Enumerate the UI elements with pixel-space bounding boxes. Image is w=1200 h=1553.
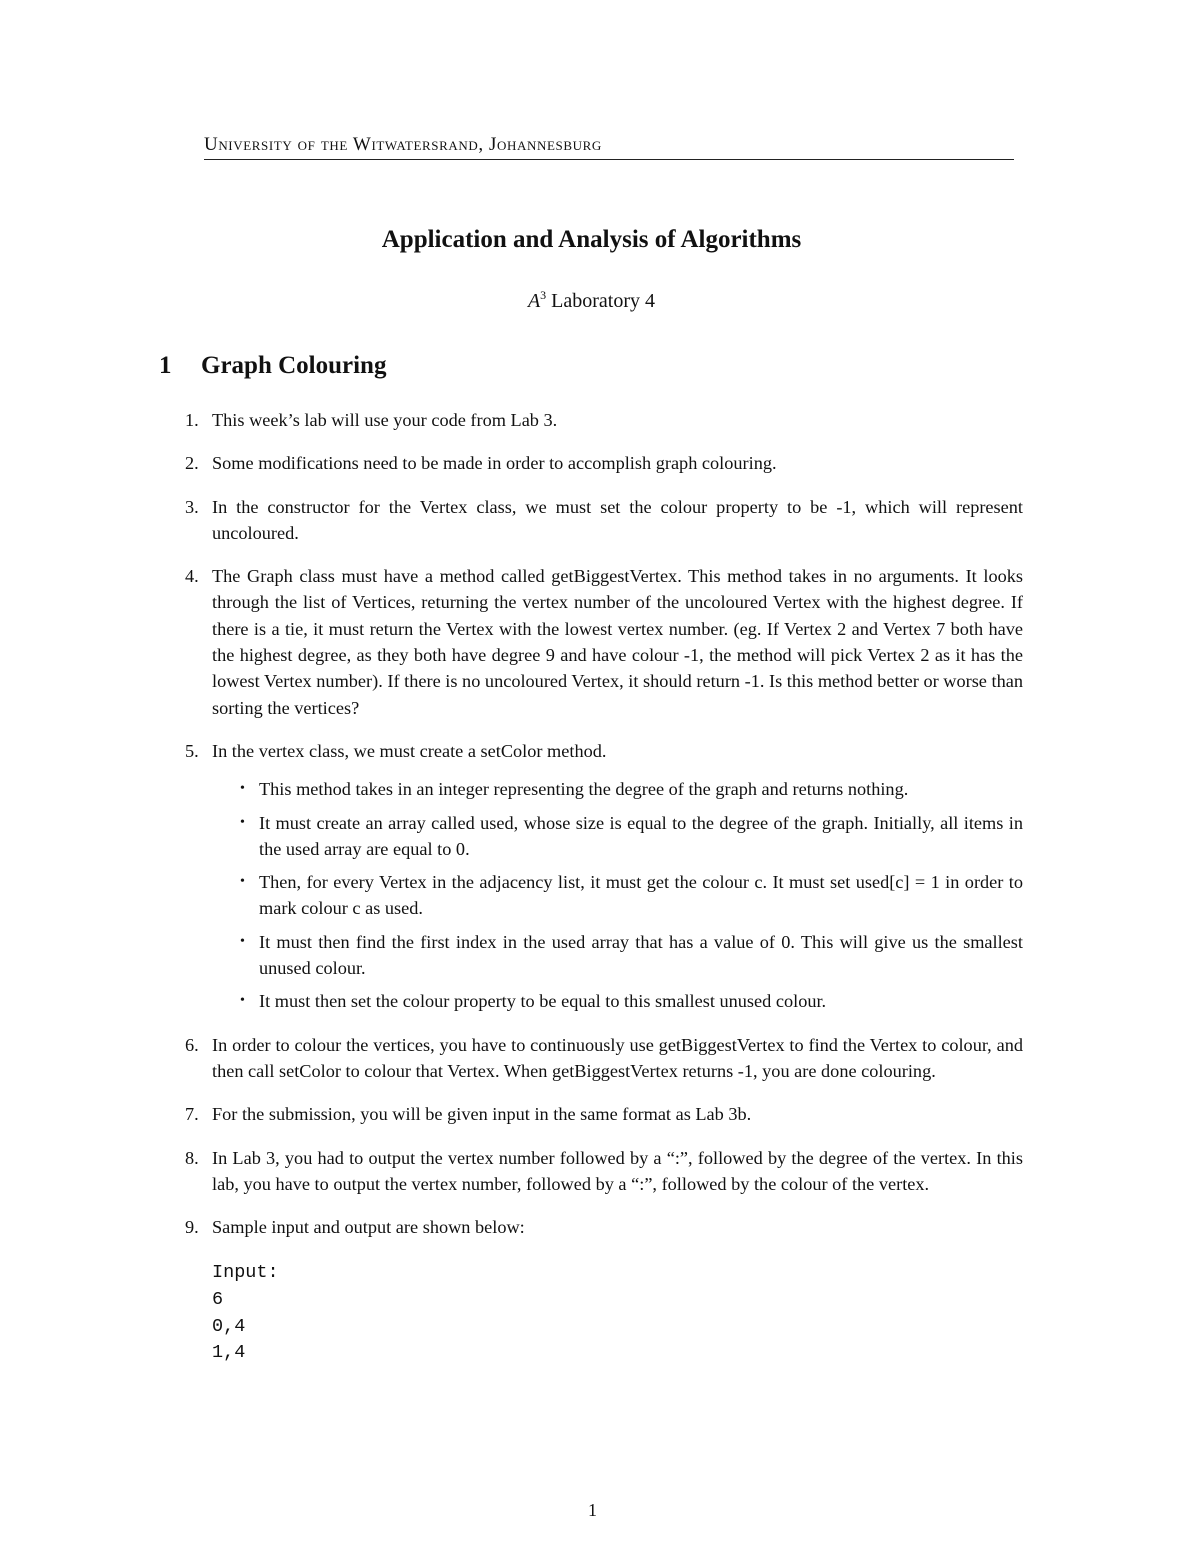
code-line: 1,4: [212, 1342, 246, 1364]
subtitle-text: Laboratory 4: [546, 290, 656, 312]
bullet-item: [212, 810, 1023, 863]
item-text: For the submission, you will be given input in the same format as Lab 3b.: [212, 1104, 752, 1125]
section-heading: [159, 352, 386, 380]
item-number: 3.: [185, 496, 199, 517]
list-item: [0, 1214, 1023, 1367]
section-number: 1: [159, 352, 172, 379]
document-subtitle: [0, 288, 1183, 313]
item-text: In order to colour the vertices, you have to continuously use getBiggestVertex to find the Vertex to colour, and then call setColor to colour that Vertex. When getBiggestVertex returns -1, you are done colouring.: [212, 1034, 1023, 1081]
page-number: 1: [588, 1500, 597, 1520]
item-text: Some modifications need to be made in order to accomplish graph colouring.: [212, 453, 777, 474]
bullet-item: [212, 988, 1023, 1014]
bullet-text: Then, for every Vertex in the adjacency list, it must get the colour c. It must set used[c] = 1 in order to mark colour c as used.: [259, 872, 1023, 919]
code-line: Input:: [212, 1262, 279, 1284]
list-item: [0, 563, 1023, 721]
item-text: Sample input and output are shown below:: [212, 1217, 525, 1238]
bullet-item: [212, 869, 1023, 922]
list-item: [0, 450, 1023, 476]
code-line: 6: [212, 1289, 224, 1311]
bullet-icon: •: [240, 781, 245, 797]
bullet-icon: •: [240, 993, 245, 1009]
subtitle-symbol: A: [527, 290, 541, 312]
list-item: [0, 407, 1023, 433]
bullet-text: It must then set the colour property to be equal to this smallest unused colour.: [259, 991, 827, 1012]
item-text: In the constructor for the Vertex class, we must set the colour property to be -1, which will represent uncoloured.: [212, 496, 1023, 543]
list-item: [0, 1032, 1023, 1085]
bullet-text: It must create an array called used, whose size is equal to the degree of the graph. Initially, all items in the used array are equal to 0.: [259, 812, 1023, 859]
bullet-icon: •: [240, 933, 245, 949]
list-item: [0, 494, 1023, 547]
item-number: 7.: [185, 1104, 199, 1125]
item-number: 9.: [185, 1217, 199, 1238]
bullet-icon: •: [240, 814, 245, 830]
list-item: [0, 1145, 1023, 1198]
section-title: Graph Colouring: [201, 352, 387, 379]
bullet-item: [212, 929, 1023, 982]
subtitle-superscript: 3: [540, 288, 547, 302]
bullet-icon: •: [240, 874, 245, 890]
item-number: 5.: [185, 740, 199, 761]
item-number: 6.: [185, 1034, 199, 1055]
item-text: In the vertex class, we must create a setColor method.: [212, 740, 607, 761]
list-item: [0, 1101, 1023, 1127]
sample-code-block: [212, 1260, 1023, 1366]
code-line: 0,4: [212, 1315, 246, 1337]
document-title: Application and Analysis of Algorithms: [381, 226, 802, 253]
item-text: This week’s lab will use your code from Lab 3.: [212, 410, 558, 430]
setcolor-steps: [212, 776, 1023, 1014]
item-number: 4.: [185, 566, 199, 587]
instruction-list: [0, 407, 1200, 1384]
item-number: 8.: [185, 1147, 199, 1168]
bullet-text: It must then find the first index in the used array that has a value of 0. This will give us the smallest unused colour.: [259, 931, 1023, 979]
item-number: 1.: [185, 410, 199, 430]
list-item: [0, 738, 1023, 1015]
item-text: In Lab 3, you had to output the vertex number followed by a “:”, followed by the degree of the vertex. In this lab, you have to output the vertex number, followed by a “:”, followed by the colour of the vertex.: [212, 1147, 1023, 1194]
item-number: 2.: [185, 453, 199, 474]
institution-header: University of the Witwatersrand, Johannesburg: [204, 134, 1014, 160]
bullet-item: [212, 776, 1023, 802]
item-text: The Graph class must have a method called getBiggestVertex. This method takes in no arguments. It looks through the list of Vertices, returning the vertex number of the uncoloured Vertex with the highest degree. If there is a tie, it must return the Vertex with the lowest vertex number. (eg. If Vertex 2 and Vertex 7 both have the highest degree, as they both have degree 9 and have colour -1, the method will pick Vertex 2 as it has the lowest Vertex number). If there is no uncoloured Vertex, it should return -1. Is this method better or worse than sorting the vertices?: [212, 566, 1023, 718]
bullet-text: This method takes in an integer representing the degree of the graph and returns nothing.: [259, 779, 909, 800]
